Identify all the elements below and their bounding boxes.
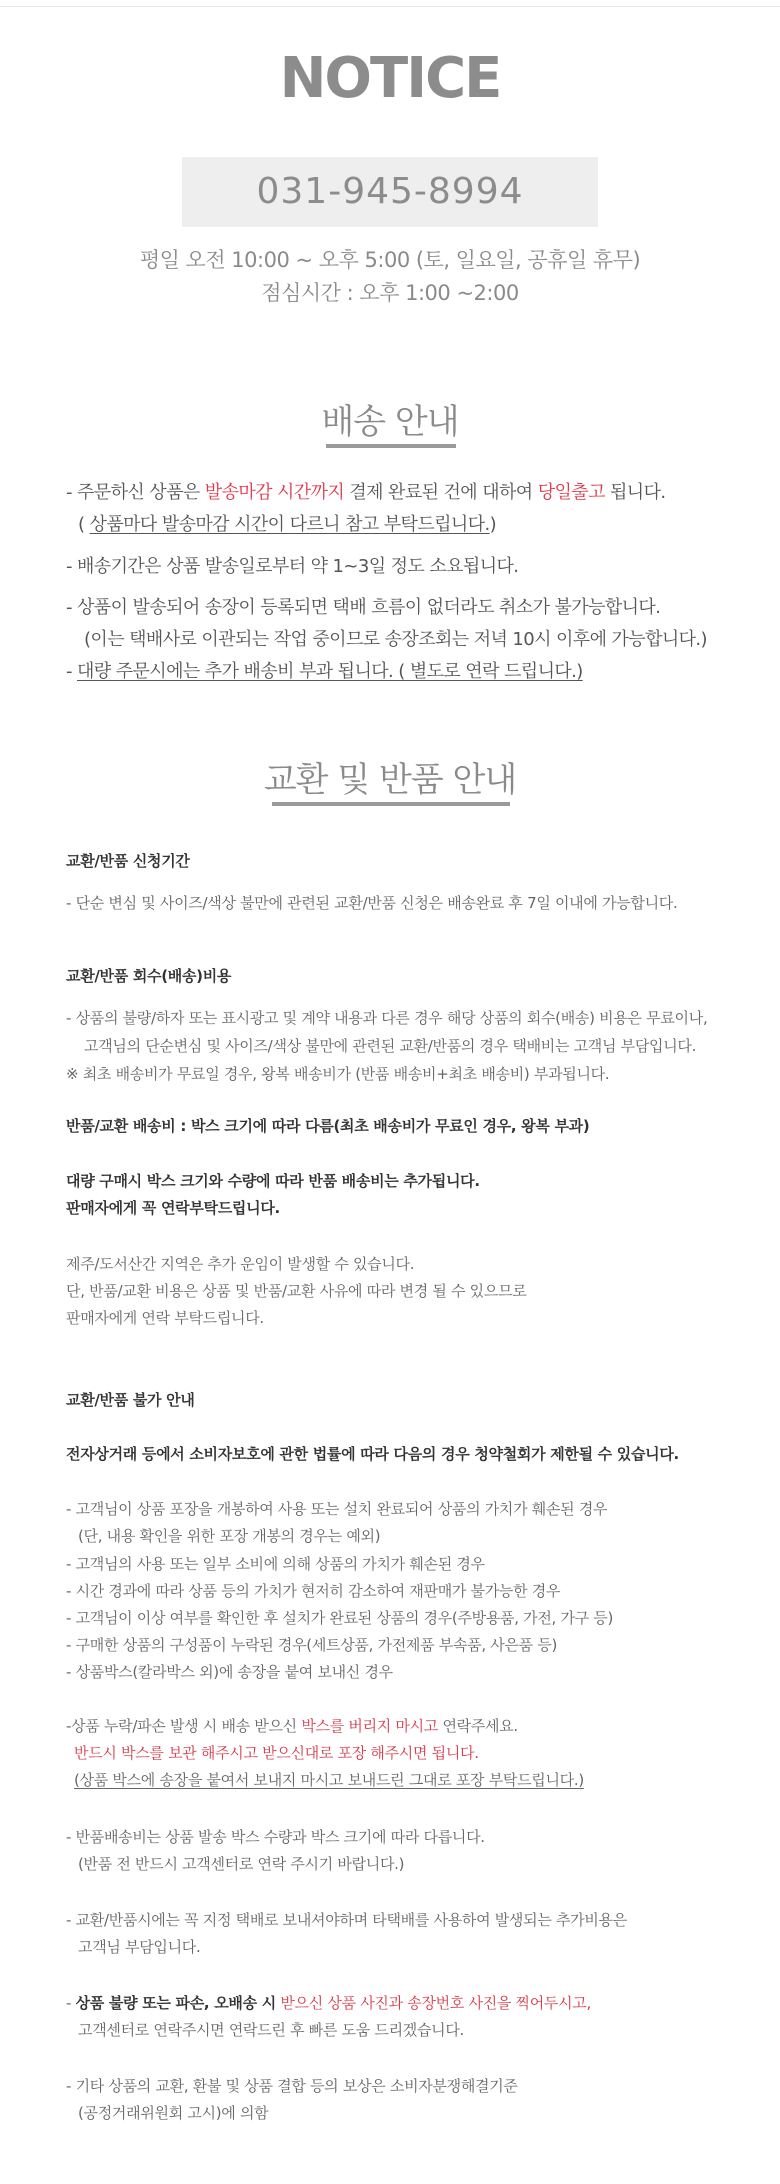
return-fee-line-2: (반품 전 반드시 고객센터로 연락 주시기 바랍니다.) xyxy=(78,1855,405,1873)
bulk-note-2: 판매자에게 꼭 연락부탁드립니다. xyxy=(66,1199,280,1217)
unavailable-item-1: - 고객님이 상품 포장을 개봉하여 사용 또는 설치 완료되어 상품의 가치가 훼손된 경우 xyxy=(66,1500,608,1518)
unavailable-item-3: - 시간 경과에 따라 상품 등의 가치가 현저히 감소하여 재판매가 불가능한 경우 xyxy=(66,1582,561,1600)
notice-title: NOTICE xyxy=(279,46,501,111)
compensation-line-1: - 기타 상품의 교환, 환불 및 상품 결합 등의 보상은 소비자분쟁해결기준 xyxy=(66,2077,518,2095)
shipping-line-2: ( 상품마다 발송마감 시간이 다르니 참고 부탁드립니다.) xyxy=(78,514,497,535)
law-notice: 전자상거래 등에서 소비자보호에 관한 법률에 따라 다음의 경우 청약철회가 제한될 수 있습니다. xyxy=(66,1445,679,1463)
cost-text-1: - 상품의 불량/하자 또는 표시광고 및 계약 내용과 다른 경우 해당 상품의 회수(배송) 비용은 무료이나, xyxy=(66,1009,708,1027)
lunch-hours: 점심시간 : 오후 1:00 ~2:00 xyxy=(261,281,519,305)
unavailable-item-6: - 상품박스(칼라박스 외)에 송장을 붙여 보내신 경우 xyxy=(66,1663,393,1681)
unavailable-item-1-note: (단, 내용 확인을 위한 포장 개봉의 경우는 예외) xyxy=(78,1527,381,1545)
exchange-title-underline xyxy=(272,802,510,806)
shipping-line-1: - 주문하신 상품은 발송마감 시간까지 결제 완료된 건에 대하여 당일출고 됩니다. xyxy=(66,482,666,503)
top-divider xyxy=(0,6,780,7)
unavailable-item-2: - 고객님의 사용 또는 일부 소비에 의해 상품의 가치가 훼손된 경우 xyxy=(66,1555,485,1573)
period-heading: 교환/반품 신청기간 xyxy=(66,852,190,870)
missing-damage-line-3: (상품 박스에 송장을 붙여서 보내지 마시고 보내드린 그대로 포장 부탁드립니다.) xyxy=(74,1771,584,1789)
compensation-line-2: (공정거래위원회 고시)에 의함 xyxy=(78,2104,269,2122)
bulk-note-1: 대량 구매시 박스 크기와 수량에 따라 반품 배송비는 추가됩니다. xyxy=(66,1172,480,1190)
missing-damage-line-2: 반드시 박스를 보관 해주시고 받으신대로 포장 해주시면 됩니다. xyxy=(74,1744,479,1762)
shipping-line-5: (이는 택배사로 이관되는 작업 중이므로 송장조회는 저녁 10시 이후에 가능합니다.) xyxy=(84,629,707,650)
shipping-title-underline xyxy=(326,444,456,448)
cost-text-3: ※ 최초 배송비가 무료일 경우, 왕복 배송비가 (반품 배송비+최초 배송비) 부과됩니다. xyxy=(66,1065,610,1083)
island-note-2: 단, 반품/교환 비용은 상품 및 반품/교환 사유에 따라 변경 될 수 있으므로 xyxy=(66,1282,527,1300)
phone-number: 031-945-8994 xyxy=(182,157,598,227)
island-note-1: 제주/도서산간 지역은 추가 운임이 발생할 수 있습니다. xyxy=(66,1255,415,1273)
period-text: - 단순 변심 및 사이즈/색상 불만에 관련된 교환/반품 신청은 배송완료 후 7일 이내에 가능합니다. xyxy=(66,894,678,912)
island-note-3: 판매자에게 연락 부탁드립니다. xyxy=(66,1309,264,1327)
box-fee-note: 반품/교환 배송비 : 박스 크기에 따라 다름(최초 배송비가 무료인 경우, 왕복 부과) xyxy=(66,1117,590,1135)
shipping-line-3: - 배송기간은 상품 발송일로부터 약 1~3일 정도 소요됩니다. xyxy=(66,556,519,577)
shipping-section-title: 배송 안내 xyxy=(321,402,459,442)
defect-line-2: 고객센터로 연락주시면 연락드린 후 빠른 도움 드리겠습니다. xyxy=(78,2021,465,2039)
courier-line-2: 고객님 부담입니다. xyxy=(78,1938,201,1956)
cost-text-2: 고객님의 단순변심 및 사이즈/색상 불만에 관련된 교환/반품의 경우 택배비는 고객님 부담입니다. xyxy=(84,1037,697,1055)
cost-heading: 교환/반품 회수(배송)비용 xyxy=(66,967,232,985)
shipping-line-6: - 대량 주문시에는 추가 배송비 부과 됩니다. ( 별도로 연락 드립니다.) xyxy=(66,661,583,682)
return-fee-line-1: - 반품배송비는 상품 발송 박스 수량과 박스 크기에 따라 다릅니다. xyxy=(66,1828,485,1846)
unavailable-item-5: - 구매한 상품의 구성품이 누락된 경우(세트상품, 가전제품 부속품, 사은품 등) xyxy=(66,1636,558,1654)
missing-damage-line-1: -상품 누락/파손 발생 시 배송 받으신 박스를 버리지 마시고 연락주세요. xyxy=(66,1717,518,1735)
courier-line-1: - 교환/반품시에는 꼭 지정 택배로 보내셔야하며 타택배를 사용하여 발생되는 추가비용은 xyxy=(66,1911,627,1929)
shipping-line-4: - 상품이 발송되어 송장이 등록되면 택배 흐름이 없더라도 취소가 불가능합니다. xyxy=(66,597,661,618)
unavailable-heading: 교환/반품 불가 안내 xyxy=(66,1391,195,1409)
defect-line-1: - 상품 불량 또는 파손, 오배송 시 받으신 상품 사진과 송장번호 사진을 찍어두시고, xyxy=(66,1994,591,2012)
unavailable-item-4: - 고객님이 이상 여부를 확인한 후 설치가 완료된 상품의 경우(주방용품, 가전, 가구 등) xyxy=(66,1609,614,1627)
business-hours: 평일 오전 10:00 ~ 오후 5:00 (토, 일요일, 공휴일 휴무) xyxy=(139,248,641,272)
exchange-section-title: 교환 및 반품 안내 xyxy=(263,760,517,800)
